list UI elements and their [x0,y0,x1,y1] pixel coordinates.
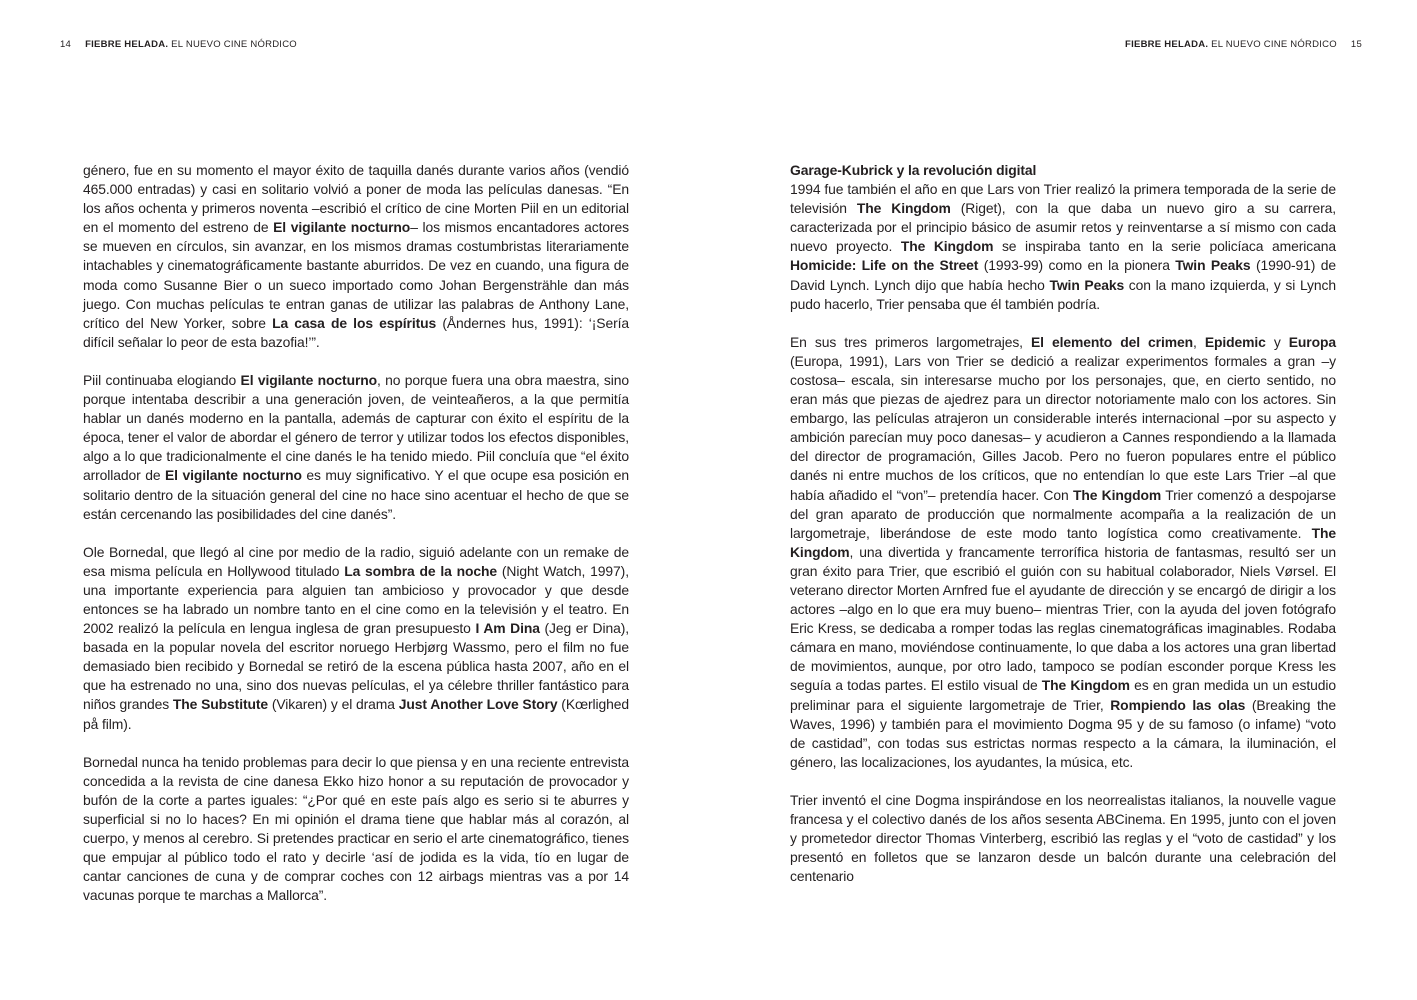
section-heading: Garage-Kubrick y la revolución digital [790,162,1037,178]
paragraph: Trier inventó el cine Dogma inspirándose en los neorrealistas italianos, la nouvelle vague francesa y el colectivo danés de los años sesenta ABCinema. En 1995, junto con el joven y prometedor director Thomas Vinterberg, escribió las reglas y el “voto de castidad” y los presentó en folletos que se lanzaron desde un balcón durante una celebración del centenario [790,791,1336,885]
right-running-title-bold: FIEBRE HELADA. [1125,39,1209,50]
left-page-text-column [83,161,629,905]
paragraph: género, fue en su momento el mayor éxito de taquilla danés durante varios años (vendió 465.000 entradas) y casi en solitario volvió a poner de moda las películas danesas. “En los años ochenta y primeros noventa –escribió el crítico de cine Morten Piil en un editorial en el momento del estreno de El vigilante nocturno– los mismos encantadores actores se mueven en círculos, sin avanzar, en los mismos dramas costumbristas literariamente intachables y cinematográficamente bastante aburridos. De vez en cuando, una figura de moda como Susanne Bier o un sueco importado como Johan Bergensträhle dan más juego. Con muchas películas te entran ganas de utilizar las palabras de Anthony Lane, crítico del New Yorker, sobre La casa de los espíritus (Åndernes hus, 1991): ‘¡Sería difícil señalar lo peor de esta bazofia!’”. [83,162,629,350]
right-running-title-regular: EL NUEVO CINE NÓRDICO [1208,39,1337,50]
left-running-header [60,39,297,50]
right-running-header [1125,39,1362,50]
paragraph: 1994 fue también el año en que Lars von Trier realizó la primera temporada de la serie de televisión The Kingdom (Riget), con la que daba un nuevo giro a su carrera, caracterizada por el principio básico de asumir retos y reinventarse a sí mismo con cada nuevo proyecto. The Kingdom se inspiraba tanto en la serie policíaca americana Homicide: Life on the Street (1993-99) como en la pionera Twin Peaks (1990-91) de David Lynch. Lynch dijo que había hecho Twin Peaks con la mano izquierda, y si Lynch pudo hacerlo, Trier pensaba que él también podría. [790,181,1336,312]
right-page-number: 15 [1350,39,1362,50]
paragraph: Ole Bornedal, que llegó al cine por medio de la radio, siguió adelante con un remake de esa misma película en Hollywood titulado La sombra de la noche (Night Watch, 1997), una importante experiencia para alguien tan ambicioso y provocador y que desde entonces se ha labrado un nombre tanto en el cine como en la televisión y el teatro. En 2002 realizó la película en lengua inglesa de gran presupuesto I Am Dina (Jeg er Dina), basada en la popular novela del escritor noruego Herbjørg Wassmo, pero el film no fue demasiado bien recibido y Bornedal se retiró de la escena pública hasta 2007, año en el que ha estrenado no una, sino dos nuevas películas, el ya célebre thriller fantástico para niños grandes The Substitute (Vikaren) y el drama Just Another Love Story (Kœrlighed på film). [83,543,629,732]
paragraph: Bornedal nunca ha tenido problemas para decir lo que piensa y en una reciente entrevista concedida a la revista de cine danesa Ekko hizo honor a su reputación de provocador y bufón de la corte a partes iguales: “¿Por qué en este país algo es serio si te aburres y superficial si no lo haces? En mi opinión el drama tiene que hablar más al corazón, al cuerpo, y menos al cerebro. Si pretendes practicar en serio el arte cinematográfico, tienes que empujar al público todo el rato y decirle ‘así de jodida es la vida, tío en lugar de cantar canciones de cuna y de comprar coches con 12 airbags mientras vas a por 14 vacunas porque te marchas a Mallorca”. [83,753,629,904]
paragraph: Piil continuaba elogiando El vigilante nocturno, no porque fuera una obra maestra, sino porque intentaba describir a una generación joven, de veinteañeros, a la que permitía hablar un danés moderno en la pantalla, además de capturar con éxito el espíritu de la época, tener el valor de abordar el género de terror y utilizar todos los efectos disponibles, algo a lo que tradicionalmente el cine danés le ha tenido miedo. Piil concluía que “el éxito arrollador de El vigilante nocturno es muy significativo. Y el que ocupe esa posición en solitario dentro de la situación general del cine no hace sino acentuar el hecho de que se están cercenando las posibilidades del cine danés”. [83,371,630,522]
right-page-text-column [790,161,1336,886]
left-running-title-regular: EL NUEVO CINE NÓRDICO [168,39,297,50]
left-page-number: 14 [60,39,72,50]
left-running-title-bold: FIEBRE HELADA. [85,39,169,50]
paragraph: En sus tres primeros largometrajes, El elemento del crimen, Epidemic y Europa (Europa, 1991), Lars von Trier se dedició a realizar experimentos formales a gran –y costosa– escala, sin interesarse mucho por los personajes, que, en cierto sentido, no eran más que piezas de ajedrez para un director notoriamente malo con los actores. Sin embargo, las películas atrajeron un considerable interés internacional –por su aspecto y ambición parecían muy poco danesas– y acudieron a Cannes respondiendo a la llamada del director de programación, Gilles Jacob. Pero no fueron populares entre el público danés ni entre muchos de los críticos, que no entendían lo que este Lars Trier –al que había añadido el “von”– pretendía hacer. Con The Kingdom Trier comenzó a despojarse del gran aparato de producción que normalmente acompaña a la realización de un largometraje, liberándose de este modo tanto logística como creativamente. The Kingdom, una divertida y francamente terrorífica historia de fantasmas, resultó ser un gran éxito para Trier, que escribió el guión con su habitual colaborador, Niels Vørsel. El veterano director Morten Arnfred fue el ayudante de dirección y se encargó de dirigir a los actores –algo en lo que era muy bueno– mientras Trier, con la ayuda del joven fotógrafo Eric Kress, se dedicaba a romper todas las reglas cinematográficas imaginables. Rodaba cámara en mano, moviéndose continuamente, lo que daba a los actores una gran libertad de movimientos, aunque, por otro lado, tampoco se podían esconder porque Kress les seguía a todas partes. El estilo visual de The Kingdom es en gran medida un un estudio preliminar para el siguiente largometraje de Trier, Rompiendo las olas (Breaking the Waves, 1996) y también para el movimiento Dogma 95 y de su famoso (o infame) “voto de castidad”, con todas sus estrictas normas respecto a la cámara, la iluminación, el género, las localizaciones, los ayudantes, la música, etc. [790,333,1337,770]
